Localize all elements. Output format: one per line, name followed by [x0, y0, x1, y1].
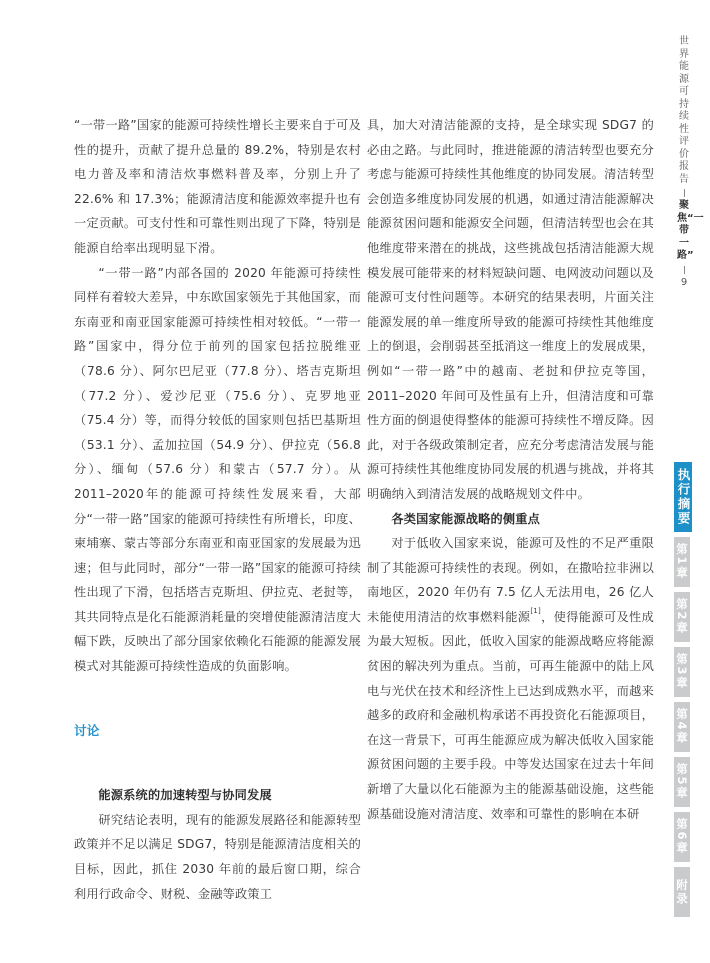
- tab-executive-summary[interactable]: 执行摘要: [674, 462, 692, 532]
- paragraph: 研究结论表明，现有的能源发展路径和能源转型政策并不足以满足 SDG7，特别是能源清洁度相关的目标，因此，抓住 2030 年前的最后窗口期，综合利用行政命令、财税、金融等政策工: [74, 812, 361, 901]
- tab-chapter-5[interactable]: 第5章: [674, 757, 690, 807]
- tab-chapter-3[interactable]: 第3章: [674, 647, 690, 697]
- subsection-heading: 能源系统的加速转型与协同发展: [98, 788, 272, 803]
- paragraph: 具，加大对清洁能源的支持，是全球实现 SDG7 的必由之路。与此同时，推进能源的清洁转型也要充分考虑与能源可持续性其他维度的协同发展。清洁转型会创造多维度协同发展的机遇，如通过清洁能源解决能源贫困问题和能源安全问题，但清洁转型也会在其他维度带来潜在的挑战，这些挑战包括清洁能源大规模发展可能带来的材料短缺问题、电网波动问题以及能源可支付性问题等。本研究的结果表明，片面关注能源发展的单一维度所导致的能源可持续性其他维度上的倒退，会削弱甚至抵消这一维度上的发展成果，例如“一带一路”中的越南、老挝和伊拉克等国，2011–2020 年间可及性虽有上升，但清洁度和可靠性方面的倒退使得整体的能源可持续性不增反降。因此，对于各级政策制定者，应充分考虑清洁发展与能源可持续性其他维度协同发展的机遇与挑战，并将其明确纳入到清洁发展的战略规划文件中。: [367, 118, 654, 501]
- paragraph-text: ，使得能源可及性成为最大短板。因此，低收入国家的能源战略应将能源贫困的解决列为重点。当前，可再生能源中的陆上风电与光伏在技术和经济性上已达到成熟水平，而越来越多的政府和金融机构承诺不再投资化石能源项目，在这一背景下，可再生能源应成为解决低收入国家能源贫困问题的主要手段。中等发达国家在过去十年间新增了大量以化石能源为主的能源基础设施，这些能源基础设施对清洁度、效率和可靠性的影响在本研: [367, 609, 654, 821]
- paragraph: [367, 531, 654, 826]
- paragraph: “一带一路”国家的能源可持续性增长主要来自于可及性的提升，贡献了提升总量的 89.2%，特别是农村电力普及率和清洁炊事燃料普及率，分别上升了 22.6% 和 17.3%；能源清洁度和能源效率提升也有一定贡献。可支付性和可靠性则出现了下降，特别是能源自给率出现明显下滑。: [74, 118, 361, 255]
- right-column: [367, 113, 654, 826]
- tab-chapter-4[interactable]: 第4章: [674, 702, 690, 752]
- tab-chapter-2[interactable]: 第2章: [674, 592, 690, 642]
- tab-chapter-1[interactable]: 第1章: [674, 537, 690, 587]
- section-heading: 讨论: [74, 722, 100, 738]
- subsection-heading: 各类国家能源战略的侧重点: [391, 511, 541, 526]
- paragraph-text: 对于低收入国家来说，能源可及性的不足严重限制了其能源可持续性的表现。例如，在撒哈拉非洲以南地区，2020 年仍有 7.5 亿人无法用电，26 亿人未能使用清洁的炊事燃料能源: [367, 536, 654, 624]
- chapter-tabs: [674, 462, 710, 922]
- tab-appendix[interactable]: 附录: [674, 867, 690, 917]
- section-title: 聚焦“一带一路”: [677, 200, 704, 261]
- report-title: 世界能源可持续性评价报告: [679, 36, 689, 185]
- divider: [684, 266, 685, 274]
- tab-chapter-6[interactable]: 第6章: [674, 812, 690, 862]
- divider: [684, 189, 685, 197]
- running-head: [677, 36, 704, 289]
- citation-ref[interactable]: [1]: [530, 606, 541, 615]
- page-number: 9: [680, 276, 688, 288]
- paragraph: “一带一路”内部各国的 2020 年能源可持续性同样有着较大差异，中东欧国家领先于其他国家，而东南亚和南亚国家能源可持续性相对较低。“一带一路”国家中，得分位于前列的国家包括拉脱维亚（78.6 分）、阿尔巴尼亚（77.8 分）、塔吉克斯坦（77.2 分）、爱沙尼亚（75.6 分）、克罗地亚（75.4 分）等，而得分较低的国家则包括巴基斯坦（53.1 分）、孟加拉国（54.9 分）、伊拉克（56.8 分）、缅甸（57.6 分）和蒙古（57.7 分）。从2011–2020年的能源可持续性发展来看，大部分“一带一路”国家的能源可持续性有所增长，印度、柬埔寨、蒙古等部分东南亚和南亚国家的发展最为迅速；但与此同时，部分“一带一路”国家的能源可持续性出现了下滑，包括塔吉克斯坦、伊拉克、老挝等，其共同特点是化石能源消耗量的突增使能源清洁度大幅下跌，反映出了部分国家依赖化石能源的能源发展模式对其能源可持续性造成的负面影响。: [74, 265, 361, 674]
- left-column: [74, 113, 361, 906]
